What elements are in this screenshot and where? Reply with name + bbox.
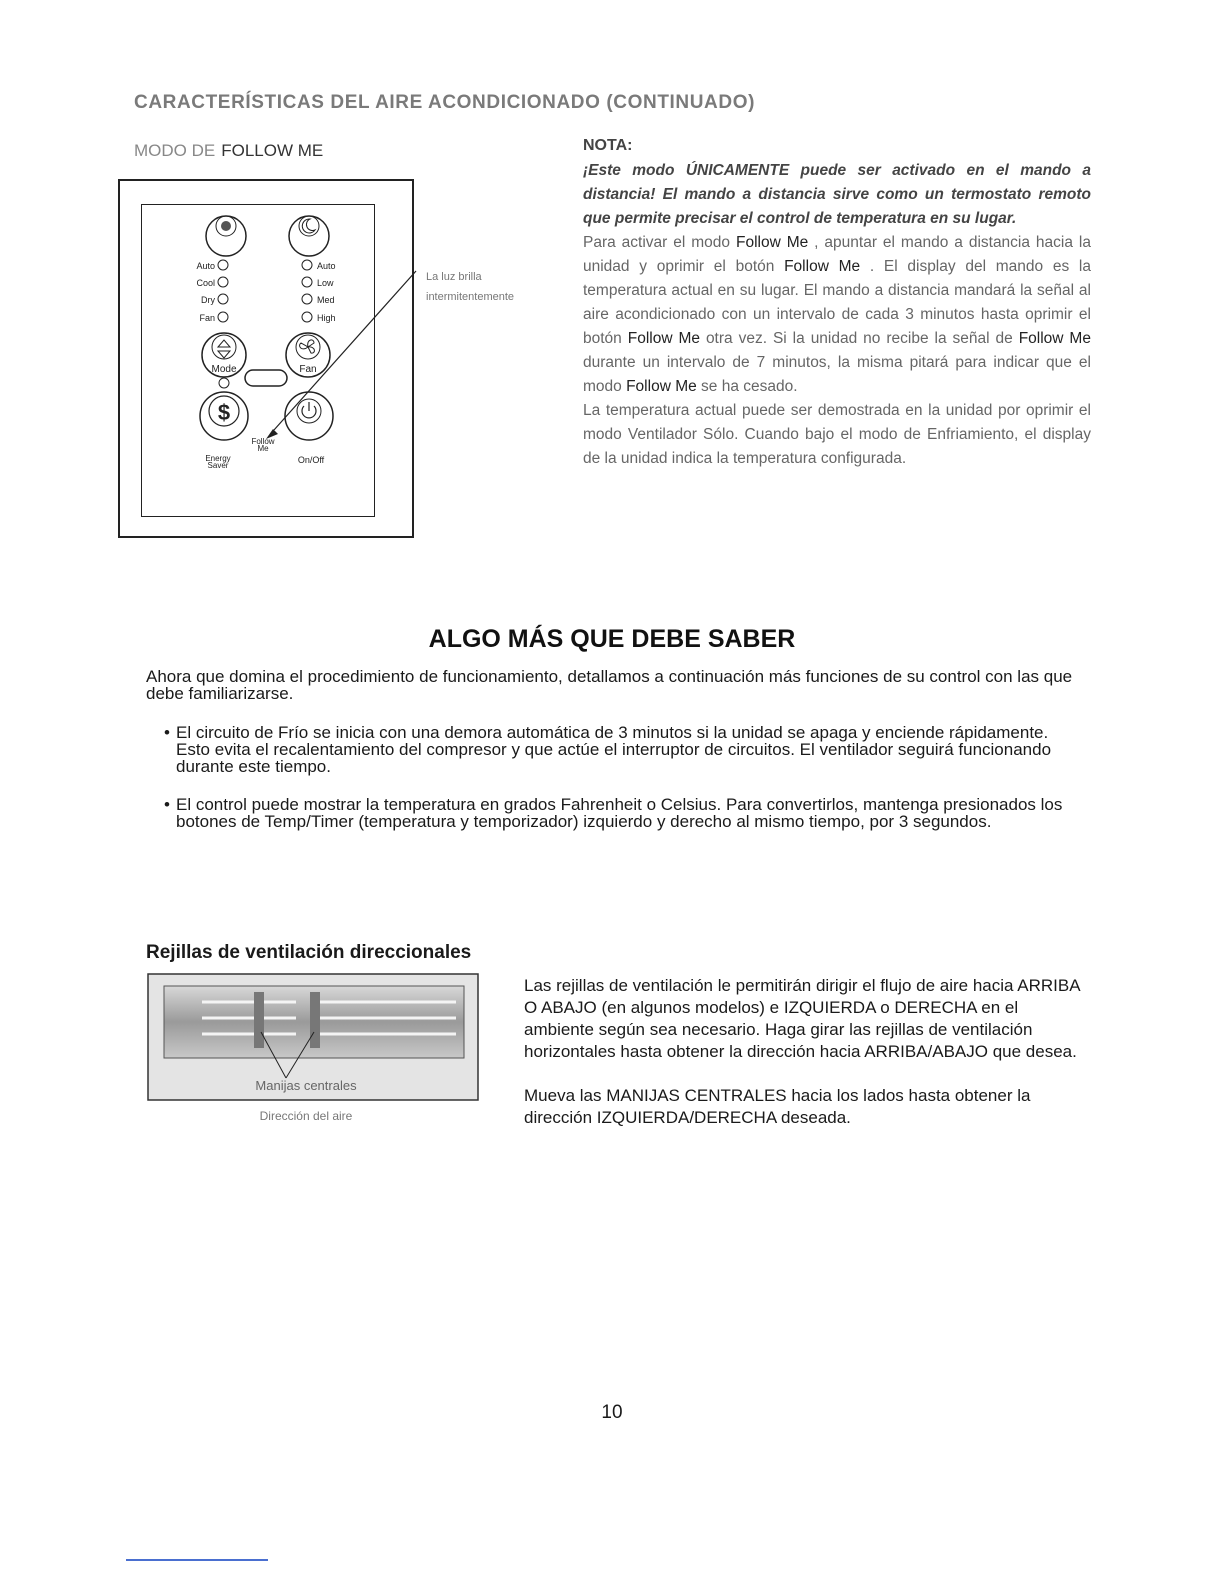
note-text: Para activar el modo	[583, 234, 736, 251]
callout-text	[426, 267, 546, 307]
mode-name: FOLLOW ME	[221, 141, 324, 160]
energy-saver-label: Saver	[207, 461, 229, 470]
note-paragraph	[583, 231, 1091, 399]
panel-left-label: Auto	[196, 261, 215, 271]
callout-arrow	[240, 255, 430, 455]
bullet-list	[164, 796, 1074, 830]
page-number: 10	[601, 1402, 623, 1423]
follow-me-term: Follow Me	[627, 330, 700, 347]
follow-me-label: Follow	[251, 437, 275, 446]
on-off-label: On/Off	[297, 455, 325, 465]
vent-photo	[146, 972, 486, 1132]
note-title: NOTA:	[583, 137, 633, 154]
vent-label-direction: Dirección del aire	[259, 1109, 353, 1123]
note-text: . El display del mando es la temperatura actual en su lugar. El mando a distancia mandará la señal al aire acondicionado con un intervalo de cada 3 minutos hasta oprimir el botón	[583, 258, 1091, 347]
bullet-list	[164, 724, 1074, 775]
note-block	[583, 137, 1091, 471]
list-item: • El circuito de Frío se inicia con una demora automática de 3 minutos si la unidad se apaga y enciende rápidamente. Esto evita el recalentamiento del compresor y que actúe el interruptor de circuitos. El ventilador seguirá funcionando durante este tiempo.	[164, 724, 1074, 775]
note-paragraph-2: La temperatura actual puede ser demostrada en la unidad por oprimir el modo Ventilador Sólo. Cuando bajo el modo de Enfriamiento, el display de la unidad indica la temperatura configurada.	[583, 402, 1091, 467]
follow-me-label: Me	[257, 444, 269, 453]
intro-paragraph: Ahora que domina el procedimiento de funcionamiento, detallamos a continuación más funciones de su control con las que debe familiarizarse.	[146, 667, 1073, 703]
mode-button-label: Mode	[211, 364, 237, 375]
panel-right-label: High	[317, 313, 336, 323]
dollar-icon: $	[217, 400, 231, 425]
mode-heading	[134, 141, 323, 161]
mode-indicator-lights	[218, 260, 228, 322]
follow-me-term: Follow Me	[1018, 330, 1091, 347]
fan-button-label: Fan	[299, 364, 317, 375]
panel-left-label: Fan	[199, 313, 215, 323]
follow-me-term: Follow Me	[784, 258, 861, 275]
vent-paragraph: Las rejillas de ventilación le permitirán dirigir el flujo de aire hacia ARRIBA O ABAJO (en algunos modelos) e IZQUIERDA o DERECHA en el ambiente según sea necesario. Haga girar las rejillas de ventilación horizontales hasta obtener la dirección hacia ARRIBA/ABAJO que desea.	[524, 976, 1080, 1061]
note-text: , apuntar el mando a distancia hacia la unidad y oprimir el botón	[583, 234, 1091, 275]
follow-me-term: Follow Me	[735, 234, 809, 251]
note-text: durante un intervalo de 7 minutos, la misma pitará para indicar que el modo	[583, 354, 1091, 395]
section-heading: ALGO MÁS QUE DEBE SABER	[428, 625, 796, 653]
panel-right-label: Auto	[317, 261, 336, 271]
center-handle	[310, 992, 320, 1048]
vent-paragraph: Mueva las MANIJAS CENTRALES hacia los lados hasta obtener la dirección IZQUIERDA/DERECHA deseada.	[524, 1086, 1031, 1127]
footer-rule	[126, 1559, 268, 1561]
subsection-heading: Rejillas de ventilación direccionales	[146, 942, 472, 963]
follow-me-term: Follow Me	[626, 378, 697, 395]
callout-line: La luz brilla	[426, 271, 482, 283]
center-handle	[254, 992, 264, 1048]
note-text: otra vez. Si la unidad no recibe la señal de	[700, 330, 1019, 347]
note-emphasis: ¡Este modo ÚNICAMENTE puede ser activado en el mando a distancia! El mando a distancia sirve como un termostato remoto que permite precisar el control de temperatura en su lugar.	[583, 162, 1091, 227]
auto-mode-icon	[206, 216, 246, 256]
panel-left-label: Cool	[196, 278, 215, 288]
list-item: • El control puede mostrar la temperatura en grados Fahrenheit o Celsius. Para convertirlos, mantenga presionados los botones de Temp/Timer (temperatura y temporizador) izquierdo y derecho al mismo tiempo, por 3 segundos.	[164, 796, 1074, 830]
vent-label-handles: Manijas centrales	[255, 1078, 357, 1093]
panel-right-label: Low	[317, 278, 334, 288]
vent-description	[524, 975, 1084, 1151]
sleep-moon-icon	[289, 216, 329, 256]
note-text: se ha cesado.	[696, 378, 798, 395]
mode-prefix: MODO DE	[134, 141, 216, 160]
section-title: CARACTERÍSTICAS DEL AIRE ACONDICIONADO (CONTINUADO)	[134, 92, 756, 113]
energy-saver-label: Energy	[205, 454, 231, 463]
panel-left-label: Dry	[201, 295, 215, 305]
panel-right-label: Med	[317, 295, 335, 305]
callout-line: intermitentemente	[426, 291, 515, 303]
